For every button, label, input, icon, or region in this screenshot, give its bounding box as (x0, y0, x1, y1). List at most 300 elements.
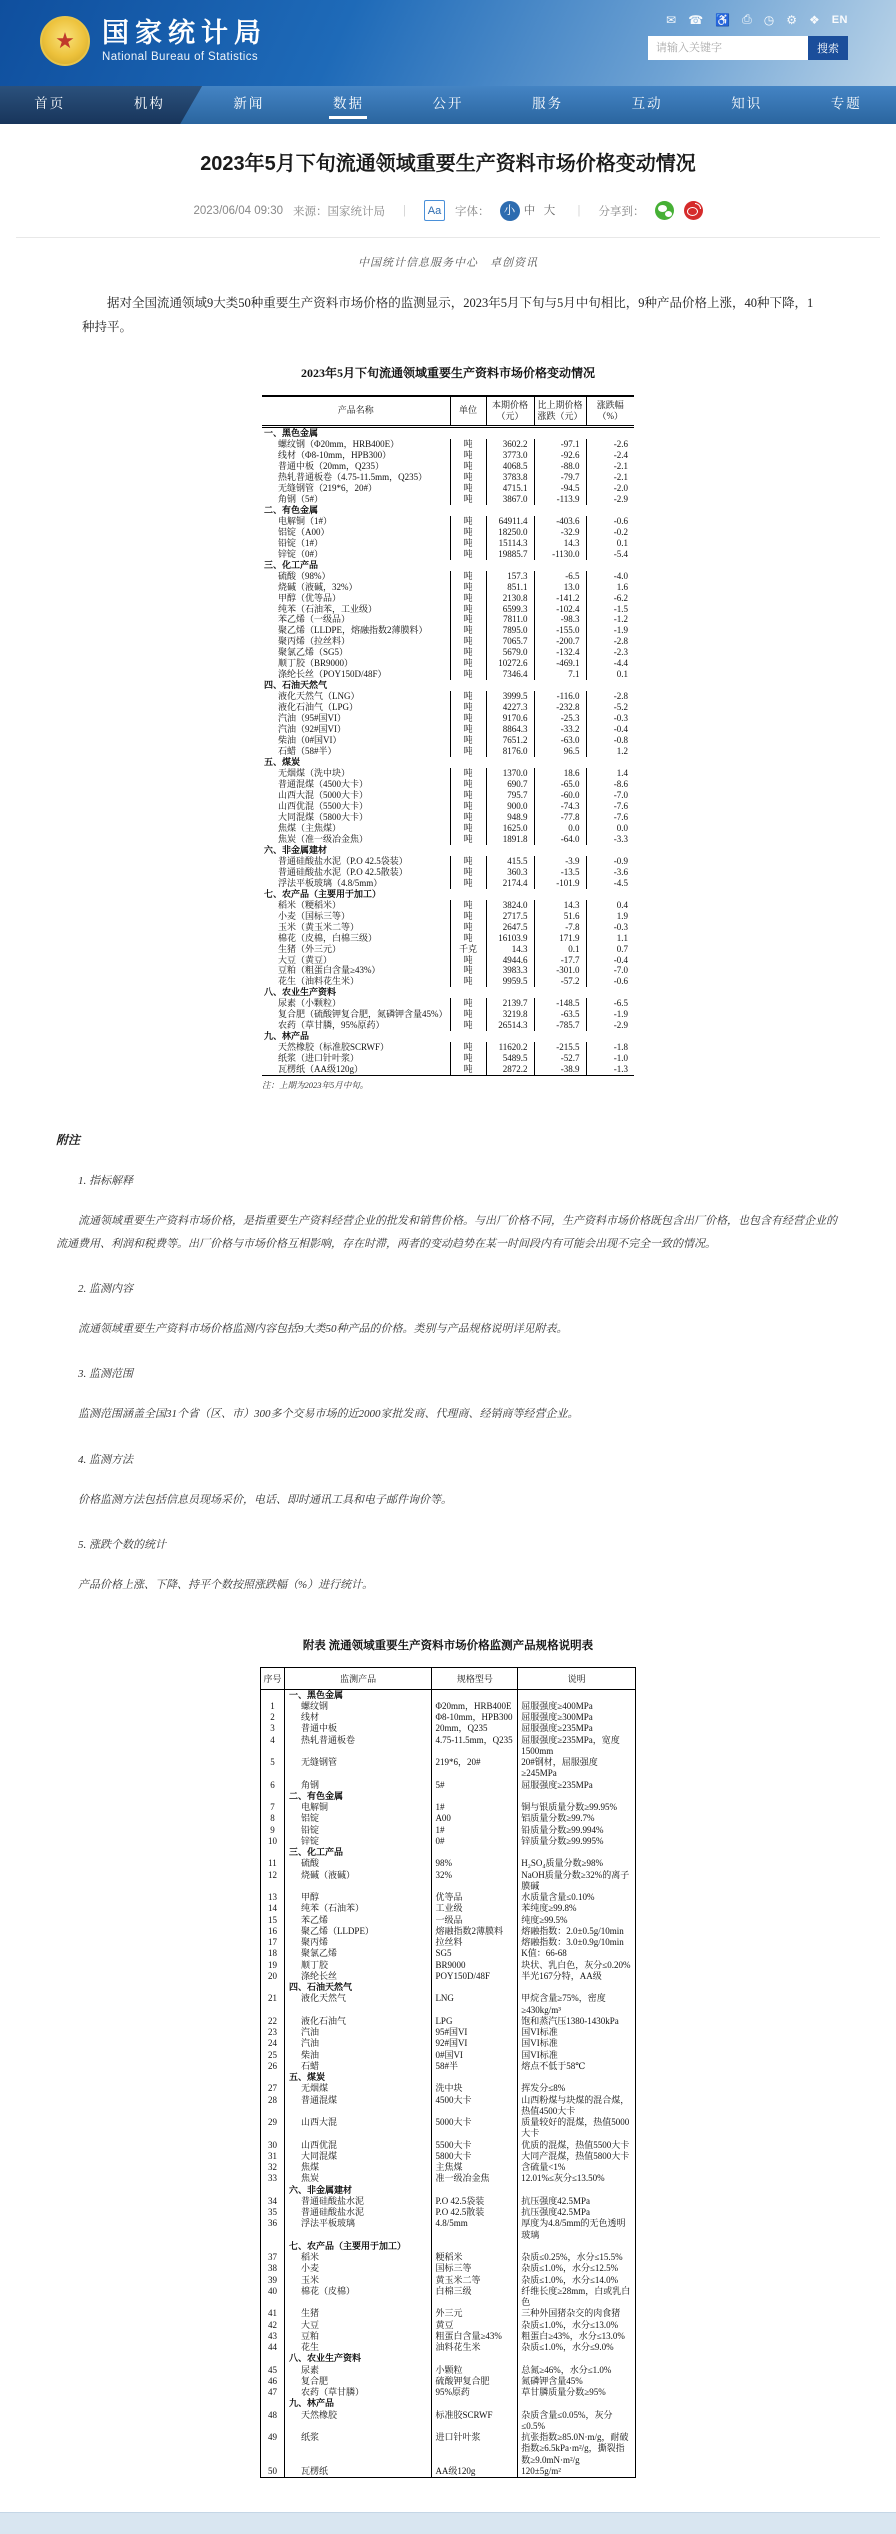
price-change: -785.7 (534, 1020, 586, 1031)
change-pct: 0.4 (586, 900, 634, 911)
monitored-product: 液化天然气 (284, 1993, 432, 2016)
price-change: 51.6 (534, 911, 586, 922)
price-change: -200.7 (534, 636, 586, 647)
change-pct: -2.0 (586, 483, 634, 494)
change-pct: -2.8 (586, 636, 634, 647)
spec-description: 杂质含量≤0.05%，灰分≤0.5% (518, 2410, 636, 2433)
change-pct: -0.2 (586, 527, 634, 538)
category-label: 四、石油天然气 (262, 680, 634, 691)
table-row (262, 976, 634, 987)
row-number: 37 (261, 2252, 285, 2263)
row-number: 34 (261, 2196, 285, 2207)
product-name: 山西大混（5000大卡） (262, 790, 450, 801)
product-unit: 吨 (450, 439, 486, 450)
table-row (261, 1926, 636, 1937)
article-meta (56, 200, 840, 221)
product-unit: 千克 (450, 944, 486, 955)
change-pct: 0.1 (586, 669, 634, 680)
spec-description: 饱和蒸汽压1380-1430kPa (518, 2016, 636, 2027)
category-row (261, 2072, 636, 2083)
spec-model: 外三元 (432, 2308, 518, 2319)
change-pct: -7.0 (586, 965, 634, 976)
quick-icons (648, 12, 848, 27)
product-unit: 吨 (450, 1064, 486, 1075)
print-icon[interactable]: ⎙ (742, 12, 752, 27)
change-pct: -8.6 (586, 779, 634, 790)
product-unit: 吨 (450, 669, 486, 680)
product-name: 石蜡（58#半） (262, 746, 450, 757)
font-size-小[interactable]: 小 (500, 201, 520, 221)
note-section-body: 流通领域重要生产资料市场价格，是指重要生产资料经营企业的批发和销售价格。与出厂价格不同，生产资料市场价格既包含出厂价格，也包含有经营企业的流通费用、利润和税费等。出厂价格与市场价格互相影响，存在时滞，两者的变动趋势在某一时间段内有可能会出现不完全一致的情况。 (56, 1210, 840, 1256)
category-label: 二、有色金属 (262, 505, 634, 516)
row-number (261, 2398, 285, 2409)
monitored-product: 汽油 (284, 2038, 432, 2049)
change-pct: -0.6 (586, 976, 634, 987)
spec-description (518, 1847, 636, 1858)
byline: 中国统计信息服务中心 卓创资讯 (56, 254, 840, 270)
nav-active-underline (130, 116, 168, 119)
price-change: -52.7 (534, 1053, 586, 1064)
table-row (261, 2083, 636, 2094)
spec-description: 国VI标准 (518, 2050, 636, 2061)
monitored-product: 汽油 (284, 2027, 432, 2038)
category-label: 九、林产品 (262, 1031, 634, 1042)
monitored-product: 纸浆 (284, 2432, 432, 2466)
clock-icon[interactable]: ◷ (764, 13, 774, 27)
change-pct: 1.2 (586, 746, 634, 757)
monitored-product: 锌锭 (284, 1836, 432, 1847)
price-change: -63.5 (534, 1009, 586, 1020)
col-header-spec: 规格型号 (432, 1667, 518, 1689)
spec-description: 粗蛋白≥43%，水分≤13.0% (518, 2331, 636, 2342)
spec-model: POY150D/48F (432, 1971, 518, 1982)
font-label: 字体： (455, 203, 490, 219)
table-row (262, 593, 634, 604)
price-change: -33.2 (534, 724, 586, 735)
product-name: 螺纹钢（Φ20mm，HRB400E） (262, 439, 450, 450)
font-tool-button[interactable]: Aa (424, 200, 445, 221)
note-section-title: 5. 涨跌个数的统计 (56, 1536, 840, 1552)
current-price: 3783.8 (486, 472, 534, 483)
price-change-table (262, 395, 634, 1077)
product-unit: 吨 (450, 1020, 486, 1031)
price-change: -113.9 (534, 494, 586, 505)
price-change: -116.0 (534, 691, 586, 702)
change-pct: -5.2 (586, 702, 634, 713)
font-size-中[interactable]: 中 (520, 201, 540, 221)
product-unit: 吨 (450, 702, 486, 713)
spec-description: 国VI标准 (518, 2038, 636, 2049)
product-unit: 吨 (450, 625, 486, 636)
row-number: 45 (261, 2365, 285, 2376)
category-row (261, 2398, 636, 2409)
site-logo[interactable] (40, 16, 267, 66)
table-row (261, 1723, 636, 1734)
current-price: 3983.3 (486, 965, 534, 976)
table-row (262, 658, 634, 669)
current-price: 2139.7 (486, 998, 534, 1009)
current-price: 9959.5 (486, 976, 534, 987)
product-unit: 吨 (450, 472, 486, 483)
category-label: 六、非金属建材 (262, 845, 634, 856)
category-row (262, 505, 634, 516)
current-price: 14.3 (486, 944, 534, 955)
nav-item-机构[interactable] (100, 86, 200, 124)
search-input[interactable] (648, 36, 808, 60)
table-row (262, 856, 634, 867)
note-section-title: 3. 监测范围 (56, 1365, 840, 1381)
product-name: 浮法平板玻璃（4.8/5mm） (262, 878, 450, 889)
product-unit: 吨 (450, 922, 486, 933)
product-unit: 吨 (450, 713, 486, 724)
product-name: 普通硅酸盐水泥（P.O 42.5袋装） (262, 856, 450, 867)
price-change: -60.0 (534, 790, 586, 801)
monitored-product: 角钢 (284, 1780, 432, 1791)
monitored-product: 大同混煤 (284, 2151, 432, 2162)
category-label: 八、农业生产资料 (262, 987, 634, 998)
spec-description: NaOH质量分数≥32%的离子膜碱 (518, 1870, 636, 1893)
row-number: 5 (261, 1757, 285, 1780)
table-row (262, 538, 634, 549)
share-icon[interactable]: ❖ (809, 13, 820, 27)
monitored-product: 山西优混 (284, 2140, 432, 2151)
product-unit: 吨 (450, 998, 486, 1009)
price-change: 171.9 (534, 933, 586, 944)
row-number: 20 (261, 1971, 285, 1982)
monitored-product: 铝锭 (284, 1813, 432, 1824)
change-pct: 0.0 (586, 823, 634, 834)
change-pct: 1.6 (586, 582, 634, 593)
table-row (262, 922, 634, 933)
product-name: 纯苯（石油苯，工业级） (262, 604, 450, 615)
current-price: 3824.0 (486, 900, 534, 911)
table-row (262, 571, 634, 582)
product-unit: 吨 (450, 911, 486, 922)
table-row (261, 2308, 636, 2319)
monitored-product: 顺丁胶 (284, 1960, 432, 1971)
product-name: 电解铜（1#） (262, 516, 450, 527)
row-number: 42 (261, 2320, 285, 2331)
nav-item-label: 专题 (831, 92, 862, 112)
product-unit: 吨 (450, 516, 486, 527)
nav-item-label: 数据 (333, 92, 364, 112)
spec-model: Φ8-10mm，HPB300 (432, 1712, 518, 1723)
current-price: 16103.9 (486, 933, 534, 944)
nav-item-互动[interactable] (597, 86, 697, 124)
current-price: 2647.5 (486, 922, 534, 933)
product-name: 复合肥（硫酸钾复合肥，氮磷钾含量45%） (262, 1009, 450, 1020)
product-name: 大同混煤（5800大卡） (262, 812, 450, 823)
product-name: 小麦（国标三等） (262, 911, 450, 922)
email-icon[interactable]: ✉ (666, 13, 676, 27)
row-number: 11 (261, 1858, 285, 1869)
spec-description: 三种外国猪杂交的肉食猪 (518, 2308, 636, 2319)
table-row (262, 1042, 634, 1053)
site-subtitle: National Bureau of Statistics (102, 51, 267, 63)
category-label: 三、化工产品 (262, 560, 634, 571)
product-name: 聚氯乙烯（SG5） (262, 647, 450, 658)
price-change: -38.9 (534, 1064, 586, 1075)
change-pct: -6.5 (586, 998, 634, 1009)
product-unit: 吨 (450, 527, 486, 538)
table-row (261, 2162, 636, 2173)
spec-description: 水质量含量≤0.10% (518, 1892, 636, 1903)
product-unit: 吨 (450, 1009, 486, 1020)
category-row (261, 1847, 636, 1858)
product-name: 无烟煤（洗中块） (262, 768, 450, 779)
publish-date: 2023/06/04 09:30 (193, 205, 283, 217)
row-number: 2 (261, 1712, 285, 1723)
spec-model: P.O 42.5袋装 (432, 2196, 518, 2207)
row-number: 41 (261, 2308, 285, 2319)
current-price: 18250.0 (486, 527, 534, 538)
row-number: 16 (261, 1926, 285, 1937)
spec-description: 熔融指数：3.0±0.9g/10min (518, 1937, 636, 1948)
row-number: 27 (261, 2083, 285, 2094)
table-row (261, 1701, 636, 1712)
product-name: 聚丙烯（拉丝料） (262, 636, 450, 647)
spec-description (518, 2072, 636, 2083)
row-number: 29 (261, 2117, 285, 2140)
row-number: 18 (261, 1948, 285, 1959)
change-pct: -1.3 (586, 1064, 634, 1075)
product-name: 铅锭（1#） (262, 538, 450, 549)
monitored-product: 烧碱（液碱） (284, 1870, 432, 1893)
spec-description: 杂质≤1.0%，水分≤9.0% (518, 2342, 636, 2353)
table-row (262, 955, 634, 966)
row-number: 7 (261, 1802, 285, 1813)
row-number: 50 (261, 2466, 285, 2478)
product-name: 角钢（5#） (262, 494, 450, 505)
table-row (261, 1712, 636, 1723)
product-name: 普通硅酸盐水泥（P.O 42.5散装） (262, 867, 450, 878)
row-number (261, 2072, 285, 2083)
nav-item-新闻[interactable] (199, 86, 299, 124)
change-pct: -7.6 (586, 812, 634, 823)
accessibility-icon[interactable]: ♿ (715, 13, 730, 27)
product-name: 山西优混（5500大卡） (262, 801, 450, 812)
price-change: -65.0 (534, 779, 586, 790)
product-unit: 吨 (450, 779, 486, 790)
spec-model: 5# (432, 1780, 518, 1791)
change-pct: -0.3 (586, 922, 634, 933)
table-row (261, 2252, 636, 2263)
change-pct: -0.9 (586, 856, 634, 867)
change-pct: -7.6 (586, 801, 634, 812)
spec-model: 粗蛋白含量≥43% (432, 2331, 518, 2342)
price-change: -148.5 (534, 998, 586, 1009)
nav-item-公开[interactable] (398, 86, 498, 124)
national-emblem-icon: ★ (40, 16, 90, 66)
monitored-product: 普通混煤 (284, 2095, 432, 2118)
current-price: 851.1 (486, 582, 534, 593)
table-row (262, 790, 634, 801)
current-price: 5679.0 (486, 647, 534, 658)
monitored-product: 天然橡胶 (284, 2410, 432, 2433)
spec-model: 95%原药 (432, 2387, 518, 2398)
product-unit: 吨 (450, 746, 486, 757)
monitored-product: 热轧普通板卷 (284, 1735, 432, 1758)
price-change: 96.5 (534, 746, 586, 757)
category-label: 九、林产品 (284, 2398, 432, 2409)
table-row (262, 549, 634, 560)
spec-description: 纤维长度≥28mm，白或乳白色 (518, 2286, 636, 2309)
spec-model: 粳稻米 (432, 2252, 518, 2263)
category-row (262, 845, 634, 856)
category-label: 一、黑色金属 (262, 427, 634, 439)
change-pct: -4.0 (586, 571, 634, 582)
spec-model: 32% (432, 1870, 518, 1893)
price-change: -141.2 (534, 593, 586, 604)
spec-model: 0#国VI (432, 2050, 518, 2061)
table-row (261, 1993, 636, 2016)
current-price: 360.3 (486, 867, 534, 878)
nav-item-数据[interactable] (299, 86, 399, 124)
page-title: 2023年5月下旬流通领域重要生产资料市场价格变动情况 (96, 150, 800, 178)
product-unit: 吨 (450, 933, 486, 944)
table-row (261, 1892, 636, 1903)
spec-description: 大同产混煤，热值5800大卡 (518, 2151, 636, 2162)
table-row (262, 746, 634, 757)
table-row (262, 911, 634, 922)
table-row (261, 1836, 636, 1847)
wechat-share-icon[interactable] (655, 201, 674, 220)
change-pct: -0.6 (586, 516, 634, 527)
change-pct: -1.2 (586, 614, 634, 625)
table-row (262, 1053, 634, 1064)
spec-model: 油料花生米 (432, 2342, 518, 2353)
spec-description: 草甘膦质量分数≥95% (518, 2387, 636, 2398)
nav-item-专题[interactable] (797, 86, 896, 124)
spec-model: 工业级 (432, 1903, 518, 1914)
spec-model: 硫酸钾复合肥 (432, 2376, 518, 2387)
table-row (261, 1757, 636, 1780)
change-pct: -4.4 (586, 658, 634, 669)
row-number: 14 (261, 1903, 285, 1914)
table-row (262, 461, 634, 472)
search-button[interactable]: 搜索 (808, 36, 848, 60)
settings-icon[interactable]: ⚙ (786, 13, 797, 27)
product-spec-table (260, 1667, 636, 2479)
font-size-大[interactable]: 大 (540, 201, 560, 221)
product-unit: 吨 (450, 483, 486, 494)
current-price: 2174.4 (486, 878, 534, 889)
table-row (261, 1915, 636, 1926)
change-pct: -4.5 (586, 878, 634, 889)
nav-item-label: 新闻 (233, 92, 264, 112)
monitored-product: 电解铜 (284, 1802, 432, 1813)
price-change: 7.1 (534, 669, 586, 680)
table-row (262, 625, 634, 636)
monitored-product: 豆粕 (284, 2331, 432, 2342)
product-unit: 吨 (450, 768, 486, 779)
table-row (262, 483, 634, 494)
table-row (262, 614, 634, 625)
table-row (261, 2331, 636, 2342)
monitored-product: 无烟煤 (284, 2083, 432, 2094)
spec-model (432, 2241, 518, 2252)
product-unit: 吨 (450, 790, 486, 801)
product-unit: 吨 (450, 538, 486, 549)
nav-item-label: 公开 (433, 92, 464, 112)
row-number: 6 (261, 1780, 285, 1791)
product-unit: 吨 (450, 494, 486, 505)
spec-description: 杂质≤1.0%，水分≤14.0% (518, 2275, 636, 2286)
spec-model: 优等品 (432, 1892, 518, 1903)
notes-heading: 附注 (56, 1131, 840, 1148)
table-row (262, 516, 634, 527)
spec-model: 219*6，20# (432, 1757, 518, 1780)
price-change: 14.3 (534, 538, 586, 549)
table-row (261, 1813, 636, 1824)
row-number (261, 2185, 285, 2196)
weibo-share-icon[interactable] (684, 201, 703, 220)
product-unit: 吨 (450, 1042, 486, 1053)
nav-active-underline (31, 116, 69, 119)
row-number: 32 (261, 2162, 285, 2173)
product-unit: 吨 (450, 614, 486, 625)
note-section-title: 1. 指标解释 (56, 1172, 840, 1188)
price-change: -469.1 (534, 658, 586, 669)
change-pct: -2.4 (586, 450, 634, 461)
phone-icon[interactable]: ☎ (688, 13, 703, 27)
product-unit: 吨 (450, 647, 486, 658)
nav-item-首页[interactable] (0, 86, 100, 124)
product-name: 顺丁胶（BR9000） (262, 658, 450, 669)
row-number: 49 (261, 2432, 285, 2466)
row-number: 39 (261, 2275, 285, 2286)
product-name: 线材（Φ8-10mm，HPB300） (262, 450, 450, 461)
table-row (261, 2275, 636, 2286)
spec-description: 20#钢材，屈服强度≥245MPa (518, 1757, 636, 1780)
current-price: 900.0 (486, 801, 534, 812)
price-change: -77.8 (534, 812, 586, 823)
nav-item-知识[interactable] (697, 86, 797, 124)
product-name: 硫酸（98%） (262, 571, 450, 582)
spec-description (518, 1689, 636, 1701)
table-row (262, 812, 634, 823)
spec-model: LPG (432, 2016, 518, 2027)
spec-model: 0# (432, 1836, 518, 1847)
spec-description: 铅质量分数≥99.994% (518, 1825, 636, 1836)
change-pct: 0.1 (586, 538, 634, 549)
category-row (261, 1689, 636, 1701)
table-row (262, 944, 634, 955)
current-price: 9170.6 (486, 713, 534, 724)
change-pct: -2.1 (586, 472, 634, 483)
table-row (262, 998, 634, 1009)
monitored-product: 苯乙烯 (284, 1915, 432, 1926)
change-pct: 0.7 (586, 944, 634, 955)
language-toggle[interactable]: EN (832, 14, 848, 26)
table-row (262, 604, 634, 615)
spec-model (432, 1689, 518, 1701)
table-row (261, 2286, 636, 2309)
spec-model: 熔融指数2薄膜料 (432, 1926, 518, 1937)
source-label: 来源：国家统计局 (293, 203, 385, 219)
nav-item-服务[interactable] (498, 86, 598, 124)
product-unit: 吨 (450, 604, 486, 615)
main-nav (0, 86, 896, 124)
site-title: 国家统计局 (102, 19, 267, 49)
price-change: 0.0 (534, 823, 586, 834)
monitored-product: 石蜡 (284, 2061, 432, 2072)
monitored-product: 普通硅酸盐水泥 (284, 2196, 432, 2207)
category-row (262, 560, 634, 571)
row-number: 31 (261, 2151, 285, 2162)
spec-description (518, 1791, 636, 1802)
spec-description: 屈服强度≥400MPa (518, 1701, 636, 1712)
